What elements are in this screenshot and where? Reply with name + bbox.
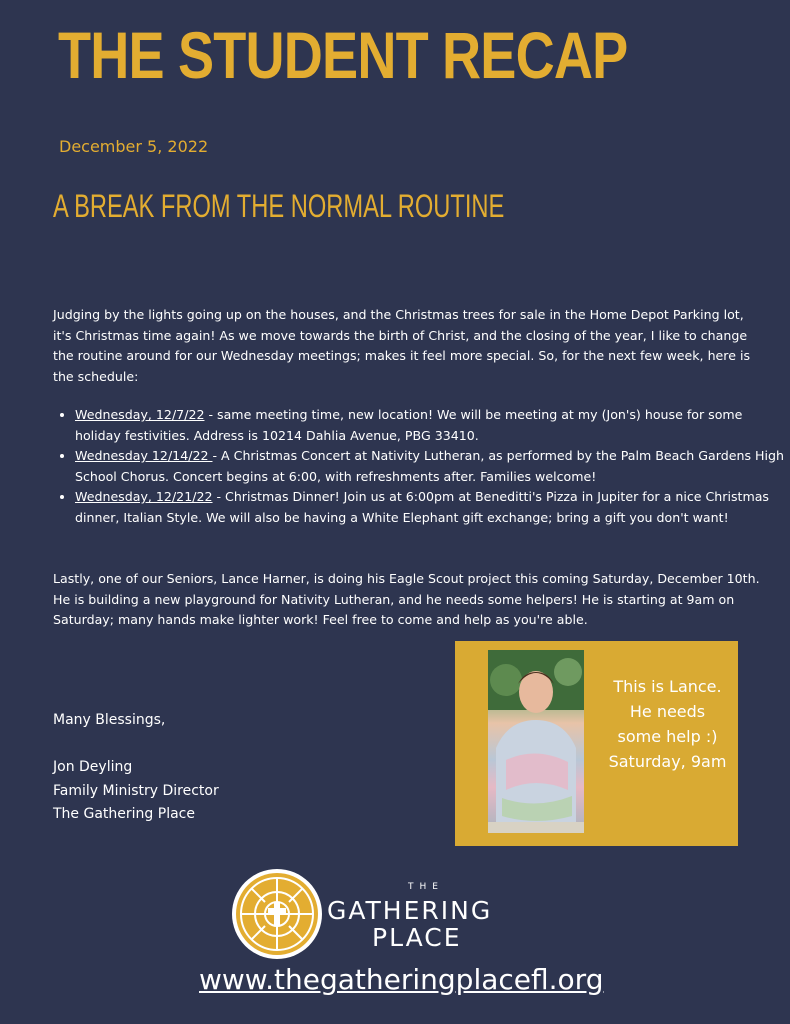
- signature-greeting: Many Blessings,: [53, 712, 166, 728]
- schedule-list: [53, 405, 790, 528]
- photo-caption: [595, 674, 740, 774]
- caption-line: He needs: [629, 702, 706, 721]
- caption-line: This is Lance.: [613, 677, 722, 696]
- schedule-text: - A Christmas Concert at Nativity Lutheran, as performed by the Palm Beach Gardens High School Chorus. Concert begins at 6:00, with refreshments after. Families welcome!: [75, 448, 784, 484]
- person-photo-icon: [488, 650, 584, 833]
- lance-photo: [488, 650, 584, 833]
- logo-the-text: THE: [408, 882, 444, 892]
- newsletter-date: December 5, 2022: [59, 137, 209, 156]
- signature-role: Family Ministry Director: [53, 783, 219, 799]
- schedule-text: - Christmas Dinner! Join us at 6:00pm at Beneditti's Pizza in Jupiter for a nice Christmas dinner, Italian Style. We will also be having a White Elephant gift exchange; bring a gift you don't want!: [75, 489, 769, 525]
- schedule-item: [75, 446, 790, 487]
- signature-org: The Gathering Place: [53, 806, 195, 822]
- caption-line: some help :): [617, 727, 718, 746]
- schedule-text: - same meeting time, new location! We will be meeting at my (Jon's) house for some holiday festivities. Address is 10214 Dahlia Avenue, PBG 33410.: [75, 407, 743, 443]
- gathering-place-logo-icon: [231, 868, 323, 960]
- photo-callout: [455, 641, 738, 846]
- schedule-item: [75, 487, 790, 528]
- logo-place-text: PLACE: [372, 923, 462, 952]
- intro-paragraph: Judging by the lights going up on the houses, and the Christmas trees for sale in the Home Depot Parking lot, it's Christmas time again! As we move towards the birth of Christ, and the closing of the year, I like to change the routine around for our Wednesday meetings; makes it feel more special. So, for the next few week, here is the schedule:: [53, 307, 751, 384]
- page-title: THE STUDENT RECAP: [58, 18, 628, 92]
- closing-paragraph: Lastly, one of our Seniors, Lance Harner, is doing his Eagle Scout project this coming Saturday, December 10th. He is building a new playground for Nativity Lutheran, and he needs some helpers! He is starting at 9am on Saturday; many hands make lighter work! Feel free to come and help as you're able.: [53, 571, 760, 627]
- section-heading: A BREAK FROM THE NORMAL ROUTINE: [53, 188, 505, 224]
- schedule-date: Wednesday 12/14/22: [75, 448, 213, 463]
- website-link[interactable]: www.thegatheringplacefl.org: [199, 963, 604, 996]
- schedule-date: Wednesday, 12/7/22: [75, 407, 205, 422]
- schedule-item: [75, 405, 790, 446]
- logo-gathering-text: GATHERING: [327, 896, 493, 925]
- caption-line: Saturday, 9am: [608, 752, 727, 771]
- signature-name: Jon Deyling: [53, 759, 133, 775]
- schedule-date: Wednesday, 12/21/22: [75, 489, 213, 504]
